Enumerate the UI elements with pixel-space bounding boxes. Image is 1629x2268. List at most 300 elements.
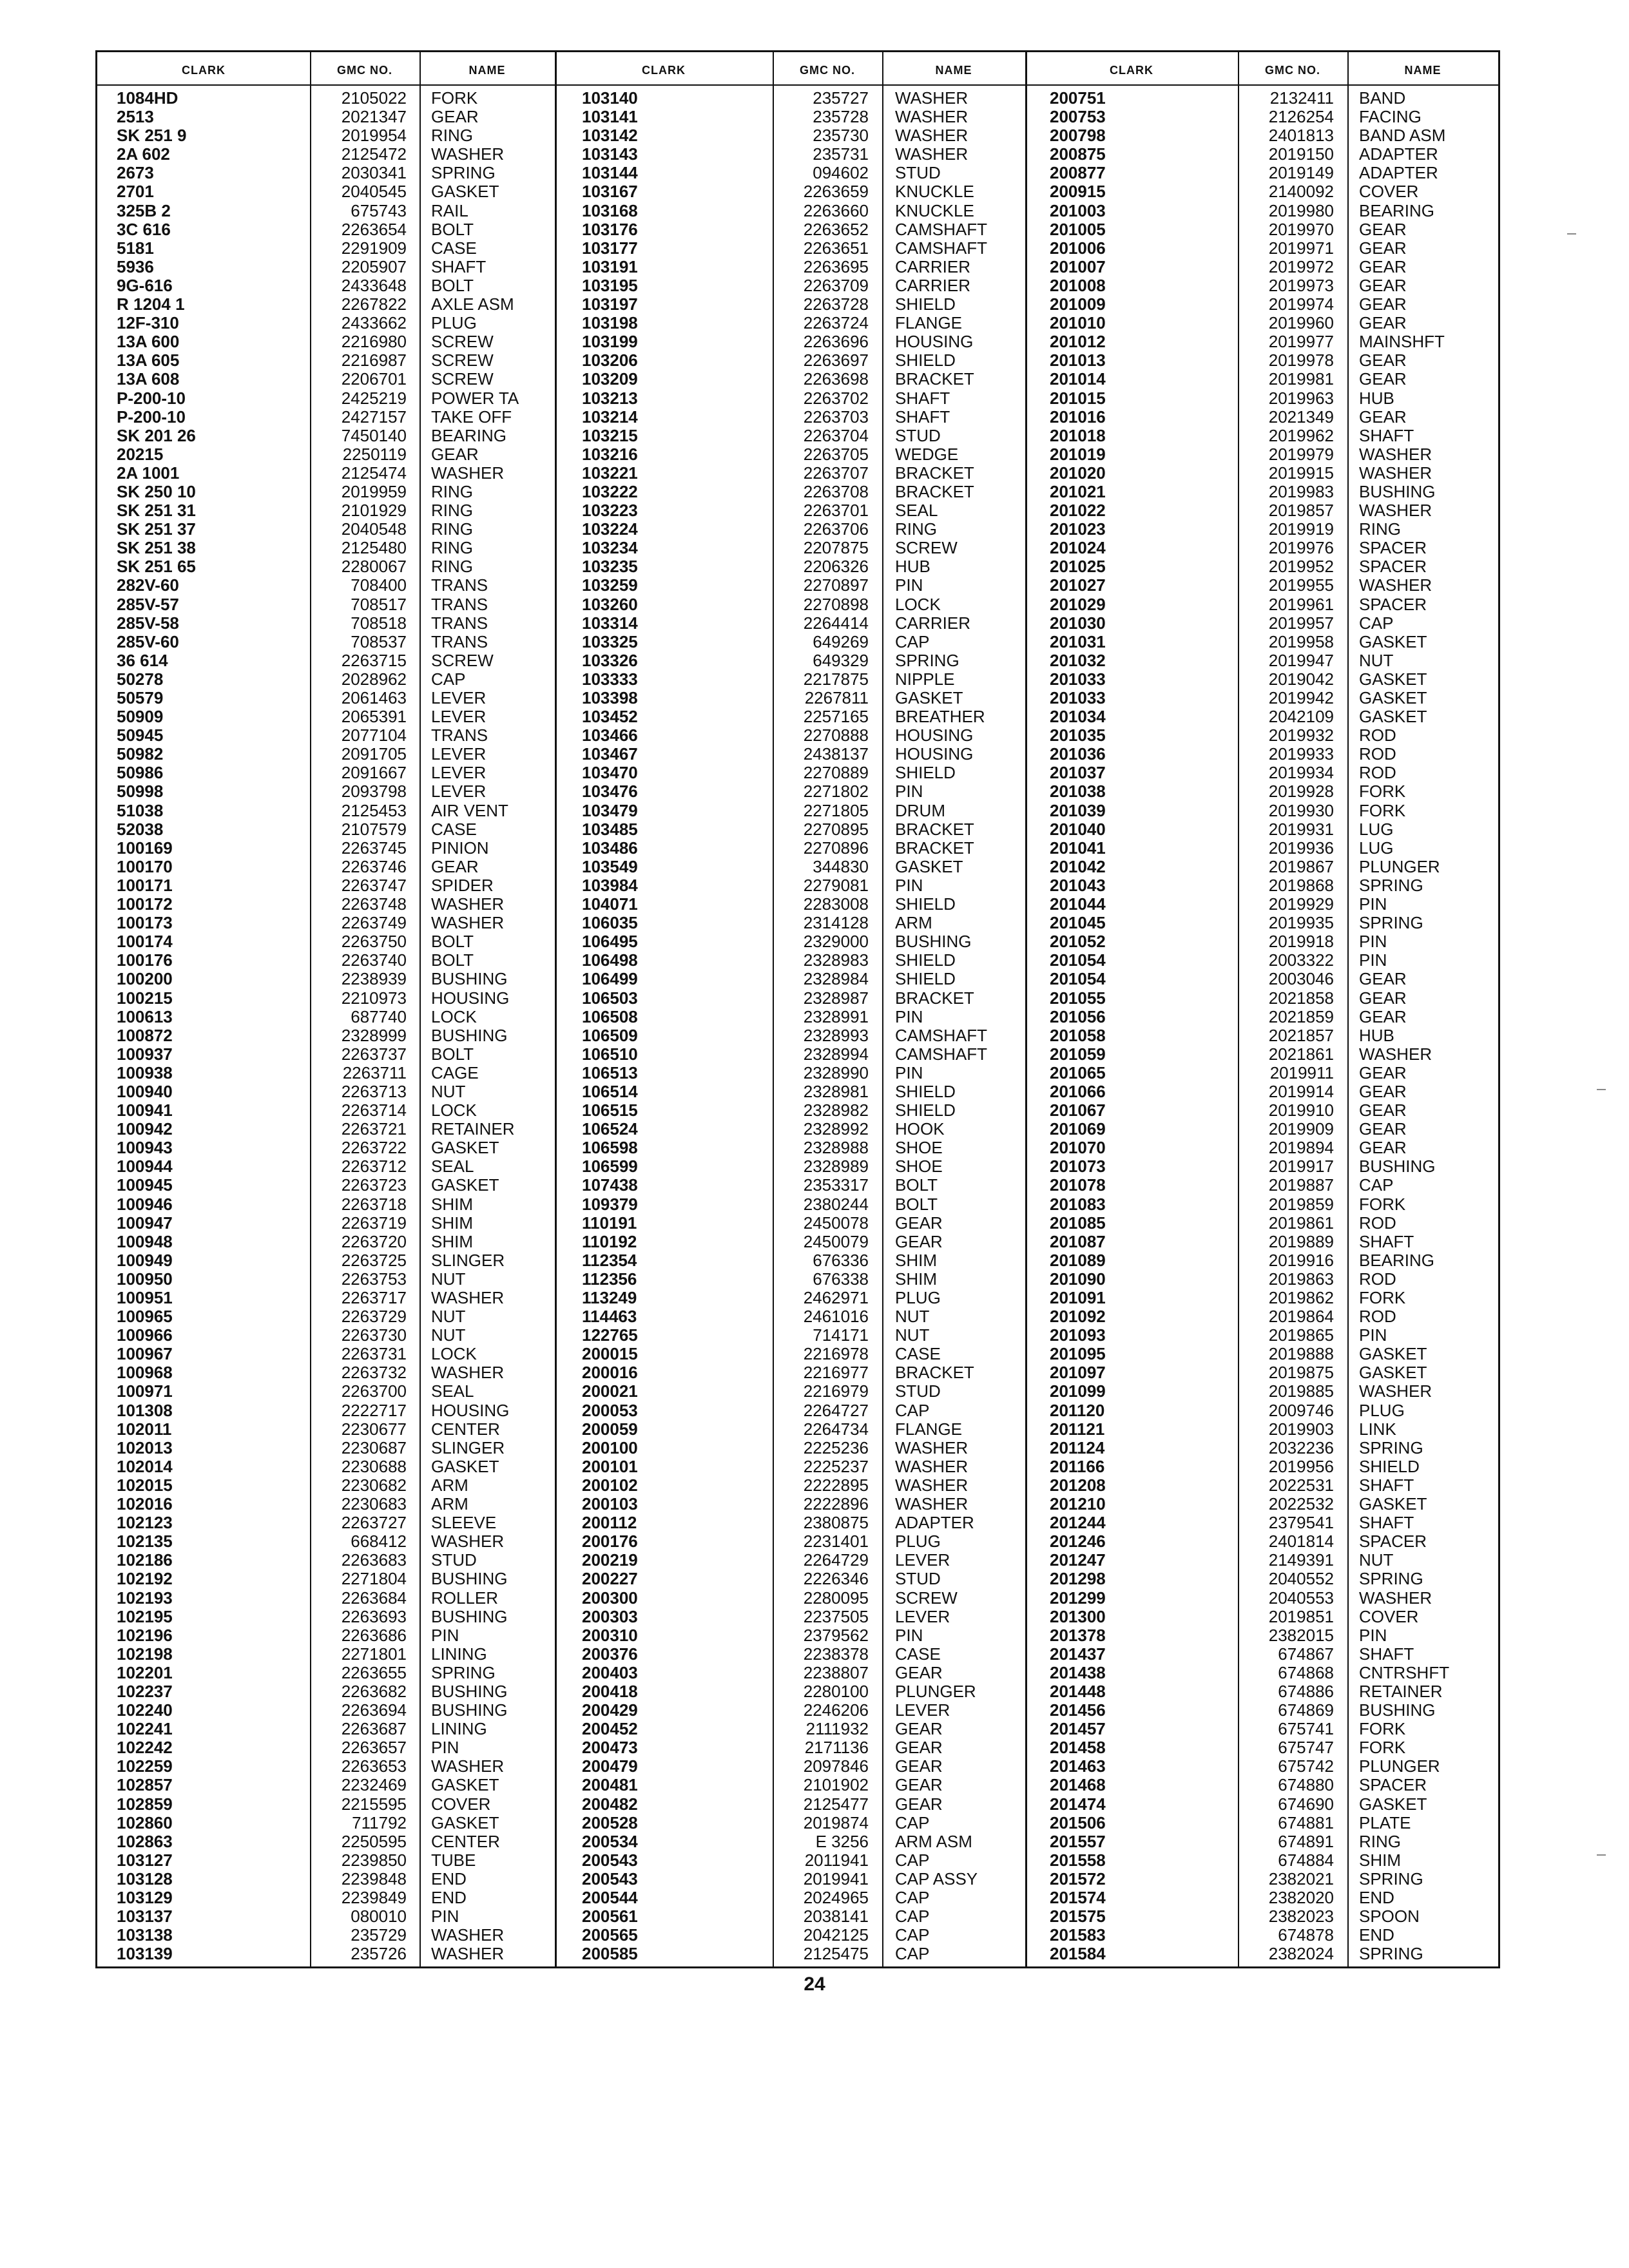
clark-number-cell: 106495 [582,932,638,952]
clark-number-cell: 100943 [117,1138,173,1158]
part-name-cell: SPRING [1359,913,1423,933]
gmc-number-cell: 2091667 [341,763,407,783]
gmc-number-cell: 2216987 [341,351,407,370]
gmc-number-cell: 2263652 [803,219,869,239]
gmc-number-cell: 2270897 [803,575,869,595]
part-name-cell: CENTER [431,1419,500,1439]
gmc-number-cell: 2263653 [341,1756,407,1776]
clark-number-cell: 201059 [1050,1044,1106,1064]
part-name-cell: CAP [431,669,466,689]
clark-number-cell: 103195 [582,275,638,295]
part-name-cell: END [1359,1925,1394,1945]
clark-number-cell: 50982 [117,744,164,764]
clark-number-cell: 200544 [582,1888,638,1907]
gmc-number-cell: 2263706 [803,519,869,539]
gmc-number-cell: 2263746 [341,856,407,876]
clark-number-cell: 285V-60 [117,631,179,651]
gmc-number-cell: 2019918 [1268,932,1334,952]
clark-number-cell: 100613 [117,1006,173,1026]
header-name-3: NAME [1404,63,1441,77]
gmc-column-2 [775,89,869,1963]
clark-number-cell: 200176 [582,1532,638,1552]
clark-number-cell: 200403 [582,1662,638,1682]
clark-number-cell: 103326 [582,650,638,670]
clark-number-cell: 201091 [1050,1288,1106,1307]
clark-number-cell: 103223 [582,501,638,521]
part-name-cell: GEAR [895,1662,943,1682]
part-name-cell: GEAR [1359,1119,1407,1139]
part-name-cell: PIN [1359,1625,1387,1645]
gmc-number-cell: 2042125 [803,1925,869,1945]
gmc-number-cell: 2040553 [1268,1588,1334,1608]
gmc-number-cell: 2263708 [803,481,869,501]
part-name-cell: GASKET [1359,631,1427,651]
gmc-number-cell: 2450079 [803,1231,869,1251]
part-name-cell: PIN [431,1625,459,1645]
clark-number-cell: 103476 [582,782,638,802]
clark-number-cell: 100171 [117,875,173,895]
part-name-cell: GASKET [431,1456,499,1476]
part-name-cell: HOUSING [895,332,974,352]
clark-number-cell: 100971 [117,1381,173,1401]
gmc-number-cell: 2263696 [803,332,869,352]
part-name-cell: SLEEVE [431,1513,497,1533]
part-name-cell: GEAR [1359,1138,1407,1158]
gmc-number-cell: 2271801 [341,1644,407,1664]
clark-number-cell: 201013 [1050,351,1106,370]
clark-number-cell: 100950 [117,1269,173,1289]
part-name-cell: PLUNGER [1359,856,1440,876]
gmc-number-cell: 2271805 [803,800,869,820]
clark-number-cell: 106524 [582,1119,638,1139]
clark-number-cell: 201014 [1050,369,1106,389]
part-name-cell: ADAPTER [1359,144,1438,164]
part-name-cell: WASHER [1359,463,1432,483]
clark-number-cell: 201065 [1050,1062,1106,1082]
gmc-number-cell: 2019894 [1268,1138,1334,1158]
clark-number-cell: 103209 [582,369,638,389]
clark-number-cell: 201089 [1050,1250,1106,1270]
gmc-number-cell: 674881 [1278,1812,1334,1832]
gmc-number-cell: 2263687 [341,1719,407,1739]
gmc-number-cell: 2263715 [341,650,407,670]
clark-column-2 [582,89,769,1963]
clark-number-cell: 106513 [582,1062,638,1082]
clark-number-cell: 201019 [1050,444,1106,464]
clark-number-cell: 201007 [1050,256,1106,276]
part-name-cell: RING [431,481,473,501]
part-name-cell: CARRIER [895,613,971,633]
gmc-number-cell: 2328987 [803,988,869,1008]
clark-number-cell: 100944 [117,1157,173,1177]
clark-number-cell: P-200-10 [117,388,186,408]
gmc-number-cell: 2019149 [1268,163,1334,183]
gmc-number-cell: 2263651 [803,238,869,258]
clark-number-cell: 122765 [582,1325,638,1345]
gmc-number-cell: 2019971 [1268,238,1334,258]
gmc-number-cell: 2210973 [341,988,407,1008]
gmc-number-cell: 080010 [351,1907,407,1927]
gmc-number-cell: 2019861 [1268,1213,1334,1233]
column-rule [310,52,311,1966]
clark-number-cell: 103222 [582,481,638,501]
gmc-number-cell: 2105022 [341,88,407,108]
gmc-number-cell: 2019973 [1268,275,1334,295]
clark-number-cell: 102240 [117,1700,173,1720]
part-name-cell: GASKET [1359,688,1427,707]
part-name-cell: WASHER [1359,1588,1432,1608]
clark-number-cell: 1084HD [117,88,178,108]
clark-number-cell: 102011 [117,1419,172,1439]
clark-number-cell: 200418 [582,1681,638,1701]
clark-number-cell: 200021 [582,1381,638,1401]
clark-number-cell: 200376 [582,1644,638,1664]
part-name-cell: SPRING [1359,1869,1423,1888]
part-name-cell: CAP [1359,613,1394,633]
gmc-number-cell: 2019857 [1268,501,1334,521]
gmc-number-cell: 2101902 [803,1775,869,1795]
gmc-number-cell: 2021861 [1268,1044,1334,1064]
clark-number-cell: 103176 [582,219,638,239]
gmc-number-cell: 2328981 [803,1081,869,1101]
part-name-cell: ARM [895,913,932,933]
gmc-number-cell: 2328994 [803,1044,869,1064]
gmc-number-cell: 2019954 [341,126,407,146]
clark-number-cell: 200102 [582,1475,638,1495]
gmc-number-cell: 2019959 [341,481,407,501]
part-name-cell: TAKE OFF [431,407,512,427]
clark-number-cell: 13A 600 [117,332,180,352]
clark-number-cell: 113249 [582,1288,637,1307]
gmc-number-cell: 2263682 [341,1681,407,1701]
clark-number-cell: 100215 [117,988,173,1008]
gmc-number-cell: 2019983 [1268,481,1334,501]
clark-number-cell: 109379 [582,1194,638,1214]
part-name-cell: LEVER [895,1700,950,1720]
clark-number-cell: 50909 [117,707,164,727]
clark-number-cell: 100938 [117,1062,173,1082]
gmc-number-cell: 2263703 [803,407,869,427]
gmc-number-cell: 2382015 [1268,1625,1334,1645]
part-name-cell: WASHER [431,1925,505,1945]
clark-number-cell: 201066 [1050,1081,1106,1101]
gmc-number-cell: 2263731 [341,1344,407,1364]
gmc-number-cell: 2433662 [341,313,407,333]
gmc-number-cell: 2231401 [803,1532,869,1552]
clark-number-cell: 201166 [1050,1456,1105,1476]
header-clark-3: CLARK [1110,63,1153,77]
gmc-number-cell: 2263750 [341,932,407,952]
part-name-cell: SPACER [1359,557,1427,577]
gmc-number-cell: 2091705 [341,744,407,764]
clark-number-cell: 103549 [582,856,638,876]
clark-number-cell: 201457 [1050,1719,1106,1739]
gmc-number-cell: 2263729 [341,1307,407,1327]
gmc-number-cell: 2238939 [341,969,407,989]
part-name-cell: RING [431,501,473,521]
gmc-number-cell: 2019935 [1268,913,1334,933]
clark-number-cell: 201575 [1050,1907,1106,1927]
clark-number-cell: 201095 [1050,1344,1106,1364]
part-name-cell: RETAINER [431,1119,515,1139]
part-name-cell: WASHER [431,144,505,164]
part-name-cell: HOUSING [431,1400,510,1420]
clark-number-cell: 201583 [1050,1925,1106,1945]
gmc-number-cell: 2230682 [341,1475,407,1495]
clark-number-cell: 200227 [582,1569,638,1589]
clark-number-cell: 103466 [582,726,638,745]
part-name-cell: ROD [1359,744,1396,764]
clark-number-cell: 103467 [582,744,638,764]
part-name-cell: FACING [1359,107,1422,127]
part-name-cell: CASE [895,1644,941,1664]
part-name-cell: WASHER [895,1437,969,1457]
part-name-cell: ARM ASM [895,1831,972,1851]
clark-number-cell: 200103 [582,1494,638,1514]
clark-number-cell: 200543 [582,1850,638,1870]
part-name-cell: WASHER [895,1475,969,1495]
gmc-number-cell: 2328982 [803,1100,869,1120]
clark-number-cell: 201054 [1050,969,1106,989]
gmc-number-cell: 2263693 [341,1606,407,1626]
part-name-cell: TRANS [431,594,488,614]
clark-number-cell: 103213 [582,388,638,408]
gmc-number-cell: 2263728 [803,294,869,314]
gmc-number-cell: 2077104 [341,726,407,745]
gmc-column-3 [1240,89,1334,1963]
gmc-number-cell: 2263725 [341,1250,407,1270]
gmc-number-cell: 2263722 [341,1138,407,1158]
part-name-cell: BUSHING [1359,481,1436,501]
gmc-number-cell: 2107579 [341,819,407,839]
gmc-number-cell: 235730 [813,126,869,146]
clark-number-cell: 102857 [117,1775,173,1795]
clark-number-cell: 103127 [117,1850,173,1870]
clark-number-cell: 103191 [582,256,638,276]
part-name-cell: POWER TA [431,388,519,408]
part-name-cell: HOUSING [895,744,974,764]
gmc-number-cell: 2125477 [803,1794,869,1814]
clark-number-cell: 103141 [582,107,638,127]
part-name-cell: SHIELD [895,1100,956,1120]
clark-number-cell: 50579 [117,688,164,707]
gmc-number-cell: 2280095 [803,1588,869,1608]
clark-number-cell: 201039 [1050,800,1106,820]
gmc-number-cell: 2263654 [341,219,407,239]
clark-number-cell: 100172 [117,894,173,914]
gmc-number-cell: 2019942 [1268,688,1334,707]
gmc-number-cell: 2263709 [803,275,869,295]
gmc-number-cell: 2019957 [1268,613,1334,633]
block-rule [1025,52,1027,1966]
gmc-number-cell: 2019976 [1268,538,1334,558]
part-name-cell: PIN [895,1062,923,1082]
gmc-number-cell: 2125472 [341,144,407,164]
part-name-cell: GEAR [1359,1100,1407,1120]
scan-mark [1597,1854,1606,1856]
clark-number-cell: 104071 [582,894,638,914]
gmc-number-cell: 2328999 [341,1025,407,1045]
part-name-cell: BEARING [431,425,507,445]
clark-number-cell: 2A 1001 [117,463,180,483]
clark-number-cell: 100169 [117,838,173,858]
clark-number-cell: 201092 [1050,1307,1106,1327]
part-name-cell: BAND ASM [1359,126,1446,146]
gmc-number-cell: 2028962 [341,669,407,689]
clark-number-cell: 201468 [1050,1775,1106,1795]
gmc-number-cell: 2019978 [1268,351,1334,370]
clark-number-cell: 200300 [582,1588,638,1608]
part-name-cell: GASKET [431,1175,499,1195]
part-name-cell: WASHER [1359,1044,1432,1064]
gmc-number-cell: 2022531 [1268,1475,1334,1495]
part-name-cell: CAP [895,1812,930,1832]
clark-number-cell: 52038 [117,819,164,839]
clark-number-cell: 20215 [117,444,164,464]
clark-number-cell: 102013 [117,1437,173,1457]
gmc-number-cell: 714171 [813,1325,869,1345]
gmc-number-cell: 2217875 [803,669,869,689]
clark-number-cell: 103140 [582,88,638,108]
gmc-number-cell: 2380875 [803,1513,869,1533]
part-name-cell: SHIELD [895,1081,956,1101]
part-name-cell: WASHER [895,107,969,127]
part-name-cell: SPACER [1359,538,1427,558]
part-name-cell: SHIM [895,1269,937,1289]
gmc-number-cell: 2021349 [1268,407,1334,427]
gmc-number-cell: 2225237 [803,1456,869,1476]
part-name-cell: SHAFT [431,256,487,276]
gmc-number-cell: 2382024 [1268,1944,1334,1964]
header-name-2: NAME [935,63,972,77]
gmc-number-cell: 2232469 [341,1775,407,1795]
clark-number-cell: 103984 [582,875,638,895]
part-name-cell: PLUG [895,1532,941,1552]
clark-number-cell: 102186 [117,1550,173,1570]
part-name-cell: WASHER [895,1494,969,1514]
part-name-cell: SHIELD [895,894,956,914]
part-name-cell: LOCK [431,1006,477,1026]
clark-number-cell: 100200 [117,969,173,989]
gmc-number-cell: 235729 [351,1925,407,1945]
gmc-number-cell: 2032236 [1268,1437,1334,1457]
part-name-cell: WASHER [431,1944,505,1964]
gmc-number-cell: 2450078 [803,1213,869,1233]
clark-number-cell: 200219 [582,1550,638,1570]
part-name-cell: WASHER [431,1756,505,1776]
clark-number-cell: 201298 [1050,1569,1106,1589]
clark-number-cell: 200877 [1050,163,1106,183]
header-gmc-1: GMC NO. [337,63,392,77]
clark-number-cell: 103197 [582,294,638,314]
clark-number-cell: 103167 [582,182,638,202]
clark-number-cell: 103398 [582,688,638,707]
part-name-cell: PIN [431,1738,459,1758]
gmc-number-cell: 235726 [351,1944,407,1964]
gmc-number-cell: 2019981 [1268,369,1334,389]
gmc-column-1 [313,89,407,1963]
part-name-cell: DRUM [895,800,945,820]
clark-number-cell: 103234 [582,538,638,558]
gmc-number-cell: 2125453 [341,800,407,820]
gmc-number-cell: 708518 [351,613,407,633]
gmc-number-cell: 2019974 [1268,294,1334,314]
clark-number-cell: 201438 [1050,1662,1106,1682]
clark-number-cell: 201025 [1050,557,1106,577]
clark-number-cell: SK 251 37 [117,519,196,539]
gmc-number-cell: 2019862 [1268,1288,1334,1307]
clark-number-cell: 103486 [582,838,638,858]
gmc-number-cell: 2125475 [803,1944,869,1964]
clark-number-cell: 110192 [582,1231,637,1251]
part-name-cell: LOCK [431,1344,477,1364]
clark-number-cell: 103479 [582,800,638,820]
gmc-number-cell: 2238807 [803,1662,869,1682]
gmc-number-cell: 2263704 [803,425,869,445]
gmc-number-cell: 2019868 [1268,875,1334,895]
clark-number-cell: 101308 [117,1400,173,1420]
clark-number-cell: 201458 [1050,1738,1106,1758]
part-name-cell: BUSHING [1359,1157,1436,1177]
clark-number-cell: 201456 [1050,1700,1106,1720]
gmc-number-cell: 2021858 [1268,988,1334,1008]
clark-number-cell: 201027 [1050,575,1106,595]
gmc-number-cell: 2270888 [803,726,869,745]
gmc-number-cell: 2271802 [803,782,869,802]
gmc-number-cell: 2267811 [804,688,869,707]
part-name-cell: SHIM [431,1231,473,1251]
gmc-number-cell: 2061463 [341,688,407,707]
part-name-cell: BOLT [431,950,474,970]
clark-number-cell: 325B 2 [117,200,171,220]
part-name-cell: SHIELD [895,294,956,314]
gmc-number-cell: 2021859 [1268,1006,1334,1026]
gmc-number-cell: 2263694 [341,1700,407,1720]
part-name-cell: PLATE [1359,1812,1411,1832]
part-name-cell: LOCK [895,594,941,614]
part-name-cell: ROD [1359,1307,1396,1327]
gmc-number-cell: 2328984 [803,969,869,989]
clark-number-cell: 102193 [117,1588,173,1608]
part-name-cell: NUT [1359,1550,1394,1570]
part-name-cell: COVER [431,1794,491,1814]
gmc-number-cell: 2237505 [803,1606,869,1626]
part-name-cell: NUT [895,1325,930,1345]
part-name-cell: PLUNGER [1359,1756,1440,1776]
clark-number-cell: 201058 [1050,1025,1106,1045]
gmc-number-cell: 2207875 [803,538,869,558]
gmc-number-cell: 674880 [1278,1775,1334,1795]
part-name-cell: ROD [1359,726,1396,745]
clark-number-cell: 103214 [582,407,638,427]
gmc-number-cell: 668412 [351,1532,407,1552]
gmc-number-cell: 2382020 [1268,1888,1334,1907]
column-rule [882,52,883,1966]
gmc-number-cell: 2263659 [803,182,869,202]
gmc-number-cell: 2263697 [803,351,869,370]
part-name-cell: BREATHER [895,707,985,727]
part-name-cell: CAGE [431,1062,479,1082]
gmc-number-cell: 2263749 [341,913,407,933]
gmc-number-cell: 2270895 [803,819,869,839]
part-name-cell: GEAR [1359,1062,1407,1082]
clark-number-cell: 201073 [1050,1157,1106,1177]
part-name-cell: LUG [1359,838,1394,858]
gmc-number-cell: 2019889 [1268,1231,1334,1251]
part-name-cell: HOOK [895,1119,945,1139]
clark-number-cell: 103224 [582,519,638,539]
part-name-cell: WASHER [1359,1381,1432,1401]
